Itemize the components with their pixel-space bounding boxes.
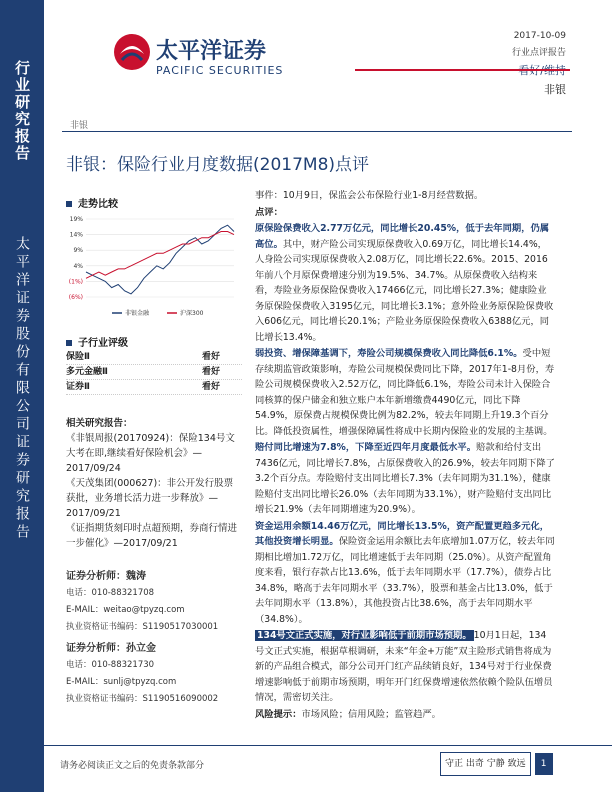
scale-text: 受中短存续期监管政策影响，寿险公司规模保费同比下降，2017年1-8月份，寿险公司规模保费收入2.52万亿，同比降低6.1%，寿险公司未计入保险合同核算的保户储金和独立账户本年新增缴费4490亿元，同比下降54.9%，原保费占规模保费比例为82.2%，较去年同期上升19.3个百分比。降低投资属性，增强保障属性将成中长期内保险业的发展的主基调。 xyxy=(255,348,555,437)
analyst-email[interactable]: E-MAIL：sunlj@tpyzq.com xyxy=(66,677,177,687)
regulation-text: 10月1日起，134号文正式实施，根据草根调研，未来“年金+万能”双主险形式销售将成为新的产品组合模式，部分公司开门红产品续销良好，134号对于行业保费增速影响低于前期市场预期，明年开门红保费增速依然依赖个险队伍增员情况，需密切关注。 xyxy=(255,630,553,703)
funds-highlight: 资金运用余额14.46万亿元，同比增长13.5%，资产配置更趋多元化，其他投资增长明显。 xyxy=(255,520,550,547)
report-body xyxy=(255,188,555,723)
regulation-paragraph xyxy=(255,628,555,706)
analyst-name: 证券分析师：孙立金 xyxy=(66,643,156,654)
trend-heading: 走势比较 xyxy=(66,195,118,210)
analyst-license: 执业资格证书编码：S1190516090002 xyxy=(66,694,219,704)
y-tick-label: (1%) xyxy=(68,278,83,286)
footer-divider xyxy=(44,745,612,746)
trend-chart xyxy=(62,213,242,323)
breadcrumb: 非银 xyxy=(70,121,89,131)
funds-paragraph xyxy=(255,519,555,628)
risk-heading: 风险提示： xyxy=(255,708,302,720)
claims-highlight: 赔付同比增速为7.8%，下降至近四年月度最低水平。 xyxy=(255,442,477,453)
regulation-highlight: 134号文正式实施，对行业影响低于前期市场预期。 xyxy=(257,630,472,641)
sidebar xyxy=(0,0,44,792)
related-report-link[interactable]: 《天茂集团(000627)：非公开发行股票获批，业务增长活力进一步释放》—2017/09/21 xyxy=(66,478,234,519)
sub-industry-name: 证券Ⅱ xyxy=(66,382,90,392)
table-row xyxy=(66,380,242,395)
chart-grid xyxy=(86,219,234,297)
chart-y-ticks xyxy=(69,216,83,301)
report-date: 2017-10-09 xyxy=(513,31,566,41)
sub-rating-table xyxy=(66,350,242,395)
premium-highlight: 原保险保费收入2.77万亿元，同比增长20.45%，低于去年同期，仍属高位。 xyxy=(255,223,550,250)
logo-text-en: PACIFIC SECURITIES xyxy=(156,64,284,77)
related-report-link[interactable]: 《证指期货刻印时点超预期，券商行情进一步催化》—2017/09/21 xyxy=(66,523,238,549)
chart-lines xyxy=(86,225,234,294)
analyst-name: 证券分析师：魏涛 xyxy=(66,571,146,582)
analyst-card xyxy=(66,640,242,708)
funds-text: 保险资金运用余额比去年底增加1.07万亿，较去年同期相比增加1.72万亿，同比增速低于去年同期（25.0%）。从资产配置角度来看，银行存款占比13.6%，低于去年同期水平（17.7%），债券占比34.8%，略高于去年同期水平（33.7%），股票和基金占比13.0%，低于去年同期水平（13.8%），其他投资占比38.6%，高于去年同期水平（34.8%）。 xyxy=(255,536,555,625)
analyst-card xyxy=(66,568,242,636)
header-meta xyxy=(512,28,566,98)
analyst-phone: 电话：010-88321730 xyxy=(66,660,155,670)
scale-paragraph xyxy=(255,346,555,439)
risk-text: 市场风险；信用风险；监管趋严。 xyxy=(301,708,441,720)
analyst-license: 执业资格证书编码：S1190517030001 xyxy=(66,622,219,632)
analyst-phone: 电话：010-88321708 xyxy=(66,588,155,598)
sidebar-report-type: 行业研究报告 xyxy=(13,60,31,162)
y-tick-label: 19% xyxy=(69,216,83,223)
company-logo xyxy=(112,30,284,86)
sub-industry-name: 多元金融Ⅱ xyxy=(66,367,108,377)
page-title: 非银：保险行业月度数据(2017M8)点评 xyxy=(66,155,370,175)
footer-disclaimer: 请务必阅读正文之后的免责条款部分 xyxy=(60,761,205,771)
claims-paragraph xyxy=(255,440,555,518)
sub-industry-rating: 看好 xyxy=(202,367,221,377)
report-type: 行业点评报告 xyxy=(511,48,566,58)
sector-label: 非银 xyxy=(544,83,566,96)
logo-emblem-icon xyxy=(112,30,152,74)
claims-text: 赔款和给付支出7436亿元，同比增长7.8%，占原保费收入的26.9%，较去年同期下降了3.2个百分点。寿险赔付支出同比增长7.3%（去年同期为31.1%），健康险赔付支出同比增长26.0%（去年同期为33.1%），财产险赔付支出同比增长21.9%（去年同期增速为20.9%）。 xyxy=(255,442,555,515)
risk-paragraph xyxy=(255,707,555,723)
table-row xyxy=(66,365,242,380)
logo-text-cn: 太平洋证券 xyxy=(156,39,267,64)
header-divider xyxy=(355,69,570,71)
comment-heading: 点评： xyxy=(255,206,283,218)
page-number: 1 xyxy=(535,753,553,775)
scale-highlight: 弱投资、增保障基调下，寿险公司规模保费收入同比降低6.1%。 xyxy=(255,348,523,359)
sidebar-company: 太平洋证券股份有限公司证券研究报告 xyxy=(14,236,30,542)
related-heading: 相关研究报告： xyxy=(66,418,133,429)
y-tick-label: 9% xyxy=(73,247,83,255)
y-tick-label: 4% xyxy=(73,262,83,270)
related-report-link[interactable]: 《非银周报(20170924)：保险134号文大考在即,继续看好保险机会》—2017/09/24 xyxy=(66,433,235,474)
footer-right xyxy=(440,752,575,776)
title-divider xyxy=(62,131,572,132)
premium-text: 其中，财产险公司实现原保费收入0.69万亿，同比增长14.4%，人身险公司实现原保费收入2.08万亿，同比增长22.6%。2015、2016年前八个月原保费增速分别为19.5%、34.7%。从原保费收入结构来看，寿险业务原保险保费收入17466亿元，同比增长27.3%；健康险业务原保险保费收入3195亿元，同比增长3.1%；意外险业务原保险保费收入606亿元，同比增长20.1%；产险业务原保险保费收入6388亿元，同比增长13.4%。 xyxy=(255,238,554,343)
table-row xyxy=(66,350,242,365)
sub-rating-heading: 子行业评级 xyxy=(66,334,128,349)
related-reports xyxy=(66,416,242,551)
sub-industry-rating: 看好 xyxy=(202,352,221,362)
chart-legend xyxy=(112,309,204,317)
legend-label: 沪深300 xyxy=(180,310,204,317)
analyst-email[interactable]: E-MAIL：weitao@tpyzq.com xyxy=(66,605,185,615)
legend-label: 非银金融 xyxy=(125,310,150,317)
premium-paragraph xyxy=(255,221,555,345)
event-paragraph: 事件：10月9日，保监会公布保险行业1-8月经营数据。 xyxy=(255,190,484,201)
series-line xyxy=(86,232,234,279)
y-tick-label: 14% xyxy=(69,231,83,239)
sub-industry-rating: 看好 xyxy=(202,382,221,392)
y-tick-label: (6%) xyxy=(68,294,83,301)
sub-industry-name: 保险Ⅱ xyxy=(66,352,90,362)
footer-tagline: 守正 出奇 宁静 致远 xyxy=(440,752,531,776)
